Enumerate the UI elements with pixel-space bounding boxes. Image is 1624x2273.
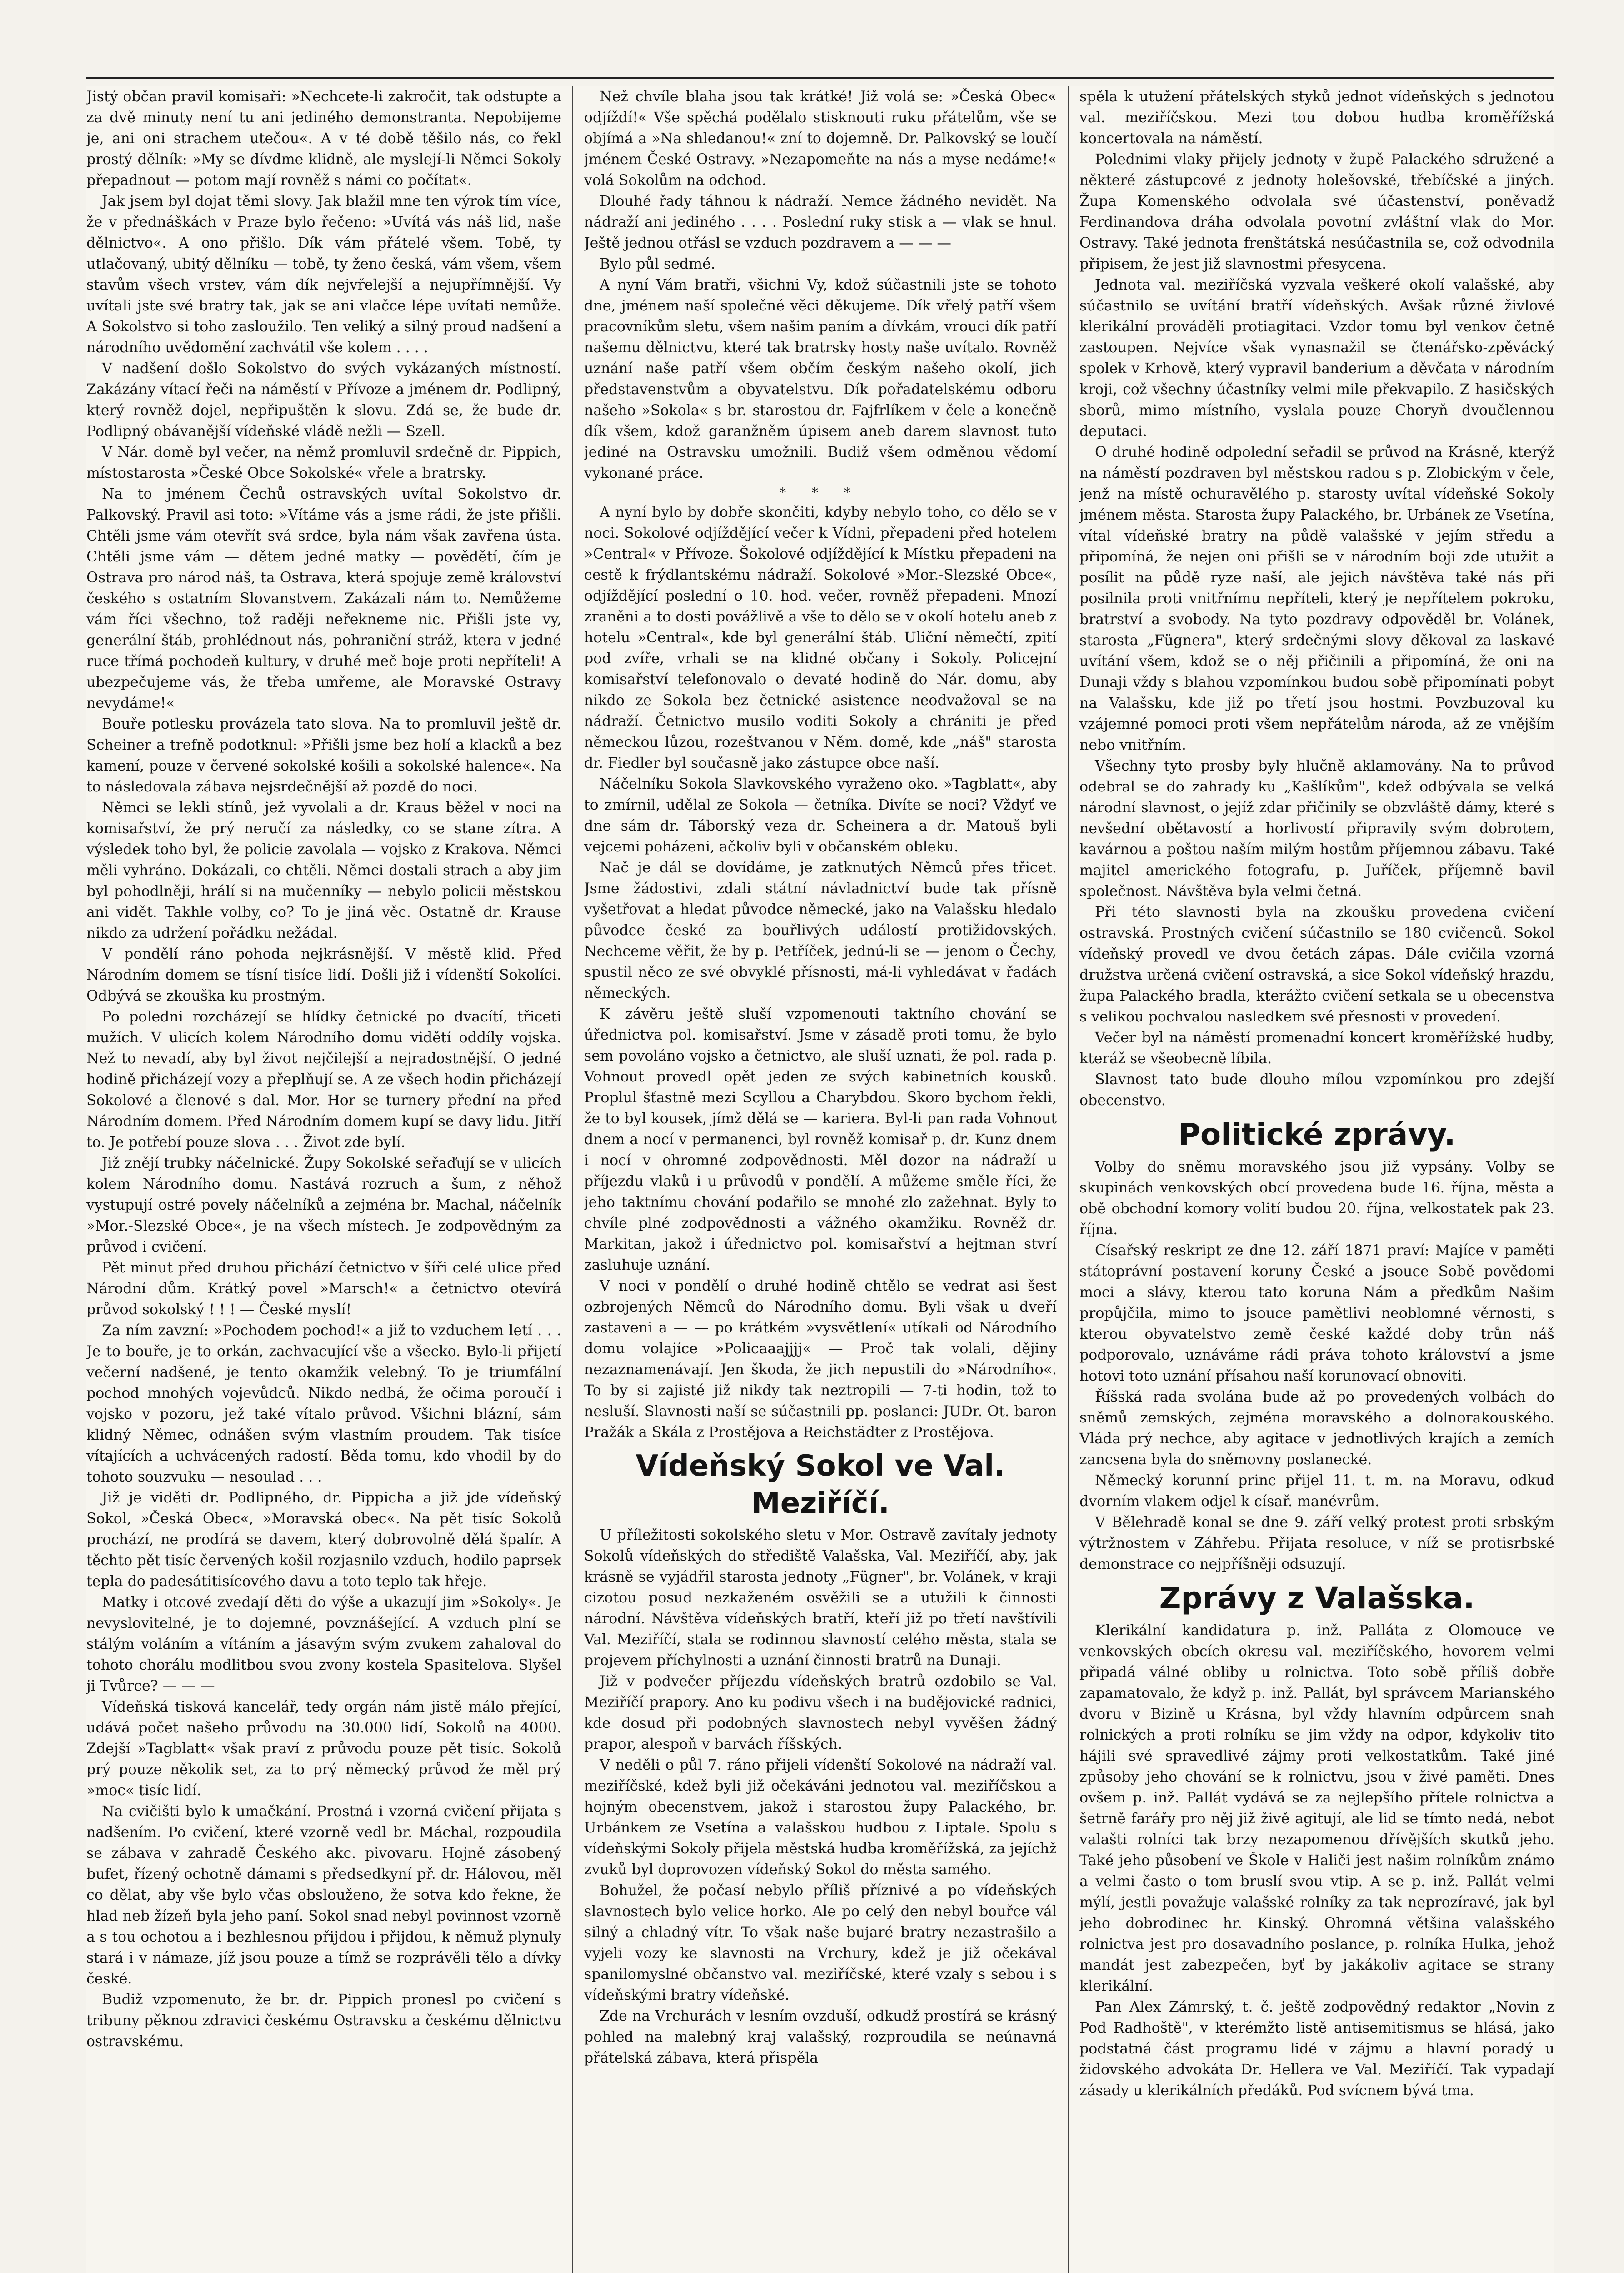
paragraph: Zde na Vrchurách v lesním ovzduší, odkudž prostírá se krásný pohled na malebný kraj valašský, rozproudila se neúnavná přátelská zábava, která přispěla (584, 2008, 1057, 2066)
paragraph: spěla k utužení přátelských styků jednot vídeňských s jednotou val. meziříčskou. Mezi tou dobou hudba kroměřížská koncertovala na náměstí. (1079, 89, 1554, 147)
paragraph: Matky i otcové zvedají děti do výše a ukazují jim »Sokoly«. Je nevyslovitelné, je to dojemné, povznášející. A vzduch plní se stálým voláním a vítáním a jásavým svým zvukem zahaloval do tohoto chorálu modlitbou svou zvony kostela Spasitelova. Slyšel ji Tvůrce? — — — (86, 1594, 561, 1694)
paragraph: V neděli o půl 7. ráno přijeli vídenští Sokolové na nádraží val. meziříčské, kdež byli již očekáváni jednotou val. meziříčskou a hojným obecenstvem, jakož i starostou župy Palackého, br. Urbánkem ze Vsetína a valašskou hudbou z Liptale. Spolu s vídeňskými Sokoly přijela městská hudba kroměřížská, za jejíchž zvuků byl doprovozen vídeňský Sokol do města samého. (584, 1757, 1057, 1878)
paragraph: Vídeňská tisková kancelář, tedy orgán nám jistě málo přející, udává počet našeho průvodu na 30.000 lidí, Sokolů na 4000. Zdejší »Tagblatt« však praví z průvodu pouze pět tisíc. Sokolů prý pouze několik set, za to prý německý průvod že měl prý »moc« tisíc lidí. (86, 1699, 561, 1799)
paragraph: Za ním zavzní: »Pochodem pochod!« a již to vzduchem letí . . . Je to bouře, je to orkán, zachvacující vše a všecko. Bylo-li přijetí večerní nadšené, je tento okamžik velebný. To je triumfální pochod mnohých vojevůdců. Nikdo nedbá, že očima poroučí i vojsko v pozoru, jež také vítalo průvod. Všichni blázní, sám klidný Němec, odnášen svým vlastním proudem. Tak tisíce vítajících a uchvácených radostí. Běda tomu, kdo vhodil by do tohoto souzvuku — nesoulad . . . (86, 1322, 561, 1485)
paragraph: Říšská rada svolána bude až po provedených volbách do sněmů zemských, zejména moravského a dolnorakouského. Vláda prý nechce, aby agitace v jednotlivých krajích a zemích zancsena byla do sněmovny poslanecké. (1079, 1389, 1554, 1468)
paragraph: Na to jménem Čechů ostravských uvítal Sokolstvo dr. Palkovský. Pravil asi toto: »Vítáme vás a jsme rádi, že jste přišli. Chtěli jsme vám otevřít svá srdce, byla nám však zavřena ústa. Chtěli jsme vám — dětem jedné matky — povědětí, čím je Ostrava pro národ náš, ta Ostrava, která spojuje země království českého s ostatním Slovanstvem. Zakázali nám to. Nemůžeme vám říci všechno, tož raději neřekneme nic. Přišli jste vy, generální štáb, prohlédnout nás, pohraniční stráž, ktera v jedné ruce třímá pochodeň kultury, v druhé meč boje proti nepříteli! A ubezpečujeme vás, že třeba umřeme, ale Moravské Ostravy nevydáme!« (86, 486, 561, 711)
paragraph: V noci v pondělí o druhé hodině chtělo se vedrat asi šest ozbrojených Němců do Národního domu. Byli však u dveří zastaveni a — — po krátkém »vysvětlení« utíkali od Národního domu volajíce »Policaaajjjj« — Proč tak volali, dějiny nezaznamenávají. Jen škoda, že jich nepustili do »Národního«. To by si zajisté již nikdy tak neztropili — 7-ti hodin, tož to nesluší. Slavnosti naší se súčastnili pp. poslanci: JUDr. Ot. baron Pražák a Skála z Prostějova a Reichstädter z Prostějova. (584, 1278, 1057, 1441)
paragraph: Pan Alex Zámrský, t. č. ještě zodpovědný redaktor „Novin z Pod Radhoště", v kterémžto listě antisemitismus se hlásá, jako podstatná část programu lidé v zájmu a hlavní poradý u židovského advokáta Dr. Hellera ve Val. Meziříčí. Tak vypadají zásady u klerikálních předáků. Pod svícnem bývá tma. (1079, 1999, 1554, 2099)
column-divider (572, 86, 573, 2273)
paragraph: Bouře potlesku provázela tato slova. Na to promluvil ještě dr. Scheiner a trefně podotknul: »Přišli jsme bez holí a klacků a bez kamení, pouze v červené sokolské košili a sokolské halence«. Na to následovala zábava nejsrdečnější až pozdě do noci. (86, 716, 561, 795)
article-heading-viennese-sokol: Vídeňský Sokol ve Val. Meziříčí. (635, 1449, 1005, 1520)
column-1-body (86, 86, 561, 2052)
newspaper-page (86, 86, 1554, 2273)
paragraph: A nyní Vám bratři, všichni Vy, kdož súčastnili jste se tohoto dne, jménem naší společné věci děkujeme. Dík vřelý patří všem pracovníkům sletu, všem našim paním a dívkám, vrouci dík patří našemu dělnictvu, které tak bratrsky hosty naše uvítalo. Rovněž uznání naše patří všem občím českým našeho okolí, jich představenstvům a obyvatelstvu. Dík pořadatelskému odboru našeho »Sokola« s br. starostou dr. Fajfrlíkem v čele a konečně dík všem, kdož garanžněm úpisem aneb darem slavnost tuto jediné na Ostravsku umožnili. Budiž všem odměnou vědomí vykonané práce. (584, 277, 1057, 481)
paragraph: K závěru ještě sluší vzpomenouti taktního chování se úřednictva pol. komisařství. Jsme v zásadě proti tomu, že bylo sem povoláno vojsko a četnictvo, ale sluší uznati, že pol. rada p. Vohnout provedl opět jeden ze svých kabinetních kousků. Proplul šťastně mezi Scyllou a Charybdou. Skoro bychom řekli, že to byl kousek, jímž dělá se — kariera. Byl-li pan rada Vohnout dnem a nocí v permanenci, byl rovněž komisař p. dr. Kunz dnem i nocí v ohromné zodpovědnosti. Měl dozor na nádraží u příjezdu vlaků i u průvodů v pondělí. A můžeme směle říci, že jeho taktnímu chování podařilo se mnohé zlo zažehnat. Byly to chvíle plné zodpovědnosti a vážného okamžiku. Rovněž dr. Markitan, jakož i úřednictvo pol. komisařství a hejtman stvrí zasluhuje uznání. (584, 1006, 1057, 1273)
paragraph: Nač je dál se dovídáme, je zatknutých Němců přes třicet. Jsme žádostivi, zdali státní návladnictví bude tak přísně vyšetřovat a hledat původce německé, jako na Valašsku hledalo původce české za bouřlivých událostí protižidovských. Nechceme věřit, že by p. Petříček, jednú-li se — jenom o Čechy, spustil něco ze své obvyklé přísnosti, má-li vyhledávat v řadách německých. (584, 860, 1057, 1001)
paragraph: A nyní bylo by dobře skončiti, kdyby nebylo toho, co dělo se v noci. Sokolové odjíždějící večer k Vídni, přepadeni před hotelem »Central« v Přívoze. Šokolové odjíždějící k Místku přepadeni na cestě k frýdlantskému nádraží. Sokolové »Mor.-Slezské Obce«, odjíždějící poslední o 10. hod. večer, rovněž přepadeni. Mnozí zraněni a to dosti povážlivě a vše to dělo se v okolí hotelu aneb z hotelu »Central«, kde byl generální štáb. Uliční němečtí, zpití pod zvíře, vrhali se na klidné občany i Sokoly. Policejní komisařství telefonovalo o devaté hodině do Nár. domu, aby nikdo ze Sokola bez četnické asistence neodvažoval se na nádraží. Četnictvo musilo voditi Sokoly a chrániti je před německou lůzou, rozeštvanou v Něm. domě, kde „náš" starosta dr. Fiedler byl současně jako zástupce obce naší. (584, 504, 1057, 771)
column-2-viennese-sokol-article (584, 1525, 1057, 2068)
paragraph: Pět minut před druhou přichází četnictvo v šíři celé ulice před Národní dům. Krátký povel »Marsch!« a četnictvo otevírá průvod sokolský ! ! ! — České myslí! (86, 1260, 561, 1318)
paragraph: Jistý občan pravil komisaři: »Nechcete-li zakročit, tak odstupte a za dvě minuty není tu ani jediného demonstranta. Nepobijeme je, ani oni strachem utečou«. A v té době těšilo nás, co řekl prostý dělník: »My se dívdme klidně, ale myslejí-li Němci Sokoly přepadnout — potom mají rovněž s námi co počítat«. (86, 89, 561, 189)
column-3-viennese-sokol-continued (1079, 86, 1554, 1111)
paragraph: V Nár. domě byl večer, na němž promluvil srdečně dr. Pippich, místostarosta »České Obce Sokolské« vřele a bratrsky. (86, 444, 561, 481)
column-2-article-end (584, 86, 1057, 484)
paragraph: Císařský reskript ze dne 12. září 1871 praví: Majíce v paměti státoprávní postavení koruny České a jsouce Sobě povědomi moci a slávy, kterou tato koruna Nám a předkům Našim propůjčila, mimo to jsouce pamětlivi neoblomné věrnosti, s kterou obyvatelstvo země české každé doby trůn náš podporovalo, uznáváme rádi práva tohoto království a jsme hotovi toto uznání přísahou naší korunovací obnoviti. (1079, 1242, 1554, 1384)
paragraph: V nadšení došlo Sokolstvo do svých vykázaných místností. Zakázány vítací řeči na náměstí v Přívoze a jménem dr. Podlipný, který rovněž dojel, nepřipuštěn k slovu. Zdá se, že bude dr. Podlipný obávanější vídeňské vládě nežli — Szell. (86, 360, 561, 440)
paragraph: Po poledni rozcházejí se hlídky četnické po dvacítí, třiceti mužích. V ulicích kolem Národního domu vidětí oddíly vojska. Než to nevadí, aby byl život nejčilejší a nejradostnější. O jedné hodině přicházejí vozy a přeplňují se. A ze všech hodin přicházejí Sokolové a členové s dal. Mor. Hor se turnery přední na před Národním domem. Před Národním domem kupí se davy lidu. Jitří to. Je potřebí pouze slova . . . Život zde bylí. (86, 1009, 561, 1151)
paragraph: Němci se lekli stínů, jež vyvolali a dr. Kraus běžel v noci na komisařství, že prý neručí za následky, co se stane zítra. A výsledek toho byl, že policie zavolala — vojsko z Krakova. Němci měli vyhráno. Dokázali, co chtěli. Němci dostali strach a aby jim byl pohodlněji, hrálí si na mučenníky — nebylo policii městskou ani vidět. Takhle volby, co? To je jiná věc. Ostatně dr. Krause nikdo za udržení pořádku nežádal. (86, 800, 561, 941)
column-2-night-report (584, 502, 1057, 1443)
paragraph: Volby do sněmu moravského jsou již vypsány. Volby se skupinách venkovských obcí provedena bude 16. října, města a obě obchodní komory volití budou 20. října, velkostatek pak 23. října. (1079, 1159, 1554, 1238)
paragraph: Již v podvečer příjezdu vídeňských bratrů ozdobilo se Val. Meziříčí prapory. Ano ku podivu všech i na budějovické radnici, kde dosud při podobných slavnostech nebyl vyvěšen žádný prapor, alespoň v barvách říšských. (584, 1673, 1057, 1752)
paragraph: Bylo půl sedmé. (600, 256, 715, 272)
paragraph: V pondělí ráno pohoda nejkrásnější. V městě klid. Před Národním domem se tísní tisíce lidí. Došli již i vídenští Sokolíci. Odbývá se zkouška ku prostným. (86, 946, 561, 1004)
paragraph: Večer byl na náměstí promenadní koncert kroměřížské hudby, kteráž se všeobecně líbila. (1079, 1030, 1554, 1067)
column-3 (1079, 86, 1554, 2273)
section-stars: * * * (780, 485, 861, 500)
paragraph: Bohužel, že počasí nebylo příliš příznivé a po vídeňských slavnostech bylo velice horko. Ale po celý den nebyl bouřce vál silný a chladný vítr. To však naše bujaré bratry nezastrašilo a vyjeli vozy ke slavnosti na Vrchury, kdež je již očekával spanilomyslné občanstvo val. meziříčské, které vzaly s sebou i s vídeňskými bratry vídeňské. (584, 1882, 1057, 2003)
paragraph: Německý korunní princ přijel 11. t. m. na Moravu, odkud dvorním vlakem odjel k císař. manévrům. (1079, 1472, 1554, 1510)
top-rule (86, 77, 1554, 79)
paragraph: Jednota val. meziříčská vyzvala veškeré okolí valašské, aby súčastnilo se uvítání bratří vídeňských. Avšak různé živlové klerikální prováděli protiagitaci. Vzdor tomu byl venkov četně zastoupen. Nejvíce však vynasnažil se čtenářsko-zpěvácký spolek v Krhově, který vypravil banderium a děvčata v národním kroji, což všechny účastníky velmi mile překvapilo. Z hasičských sborů, mimo místního, vyslala pouze Choryň dvoučlennou deputaci. (1079, 277, 1554, 440)
paragraph: Budiž vzpomenuto, že br. dr. Pippich pronesl po cvičení s tribuny pěknou zdravici českému Ostravsku a českému dělnictvu ostravskému. (86, 1992, 561, 2050)
paragraph: Polednimi vlaky přijely jednoty v župě Palackého sdružené a některé zástupcové z jednoty holešovské, třebíčské a jiných. Župa Komenského odvolala své účastenství, poněvadž Ferdinandova dráha odvolala povotní zvláštní vlak do Mor. Ostravy. Také jednota frenštátská nesúčastnila se, což odvodnila připisem, že jest již slavnostmi přesycena. (1079, 151, 1554, 272)
column-2 (584, 86, 1057, 2273)
paragraph: Náčelníku Sokola Slavkovského vyraženo oko. »Tagblatt«, aby to zmírnil, udělal ze Sokola — četníka. Divíte se noci? Vždyť ve dne sám dr. Táborský veza dr. Scheinera a dr. Matouš byli vejcemi poházeni, ačkoliv byli v občanském obleku. (584, 776, 1057, 855)
column-3-political-news (1079, 1157, 1554, 1575)
paragraph: Klerikální kandidatura p. inž. Palláta z Olomouce ve venkovských obcích okresu val. meziříčského, hovorem velmi připadá válné obliby u rolnictva. Toto sobě příliš dobře zapamatovalo, že když p. inž. Pallát, byl správcem Marianského dvoru v Bizině u Krásna, byl vždy hlavním odpůrcem snah rolnických a proti rolníku se jim vždy na odpor, kdykoliv tito hájili své spravedlivé zájmy proti velkostatkům. Také jiné způsoby jeho chování se k rolnictvu, jsou v živé paměti. Dnes ovšem p. inž. Pallát vydává se za nejlepšího přítele rolnictva a šetrně farářy pro něj již živě agitují, ale lid se tímto nedá, nebot valašti rolníci tak brzy nezapomenou dřívějších skutků jeho. Také jeho působení ve Škole v Haliči jest našim rolníkům známo a velmi často o tom bruslí svou vtip. A se p. inž. Pallát velmi mýlí, jestli považuje valašské rolníky za tak neprozíravé, jak byl jeho dobrodinec hr. Kinský. Ohromná většina valašského rolnictva jest pro dosavadního poslance, p. rolníka Hulka, jehož mandát jest zabezpečen, byť by jakákoliv agitace se strany klerikální. (1079, 1622, 1554, 1994)
paragraph: Při této slavnosti byla na zkoušku provedena cvičení ostravská. Prostných cvičení súčastnilo se 180 cvičenců. Sokol vídeňský provedl ve dvou četách zápas. Dále cvičila vzorná družstva určená cvičení ostravská, a sice Sokol vídeňský hrazdu, župa Palackého bradla, kterážto cvičení setkala se u obecenstva s velikou pochvalou nasledkem své přesnosti v provedení. (1079, 904, 1554, 1025)
paragraph: O druhé hodině odpolední seřadil se průvod na Krásně, kterýž na náměstí pozdraven byl městskou radou s p. Zlobickým v čele, jenž na místě ochuravělého p. starosty uvítal vídeňské Sokoly jménem města. Starosta župy Palackého, br. Urbánek ze Vsetína, vítal vídeňské bratry na půdě valašské v jejím středu a připomíná, že nejen oni přišli se v národním boji zde utužit a posílit na půdě ryze naší, ale jejich návštěva také nás při posilnila proti vnitřnímu nepříteli, který je nepřítelem pokroku, bratrství a svobody. Na tyto pozdravy odpověděl br. Volánek, starosta „Fügnera", který srdečnými slovy děkoval za laskavé uvítání všem, kdož se o něj přičinili a připomíná, že oni na Dunaji vždy s blahou vzpomínkou budou sobě připomínati pobyt na Valašsku, kde již po třetí jsou hostmi. Povzbuzoval ku vzájemné pomoci proti všem nepřátelům národa, až ze vnějším nebo vnitřním. (1079, 444, 1554, 753)
paragraph: Již znějí trubky náčelnické. Župy Sokolské seřaďují se v ulicích kolem Národního domu. Nastává rozruch a šum, z něhož vystupují ostré povely náčelníků a zejména br. Machal, náčelník »Mor.-Slezské Obce«, je na všech místech. Je zodpovědným za průvod i cvičení. (86, 1155, 561, 1255)
column-1 (86, 86, 561, 2273)
paragraph: Než chvíle blaha jsou tak krátké! Již volá se: »Česká Obec« odjíždí!« Vše spěchá podělalo stisknouti ruku přátelům, vše se objímá a »Na shledanou!« zní to dojemně. Dr. Palkovský se loučí jménem České Ostravy. »Nezapomeňte na nás a myse nedáme!« volá Sokolům na odchod. (584, 89, 1057, 189)
section-heading-political-news: Politické zprávy. (1178, 1117, 1456, 1152)
paragraph: Jak jsem byl dojat těmi slovy. Jak blažil mne ten výrok tím více, že v přednáškách v Praze bylo řečeno: »Uvítá vás náš lid, naše dělnictvo«. A ono přišlo. Dík vám přátelé všem. Tobě, ty utlačovaný, ubitý dělníku — tobě, ty ženo česká, vám všem, všem stavům všech vrstev, vám dík nejvřelejší a nejupřímnější. Vy uvítali jste své bratry tak, jak se ani vlačce lépe uvítati nemůže. A Sokolstvo si toho zasloužilo. Ten veliký a silný proud nadšení a národního uvědomění zachvátil vše kolem . . . . (86, 193, 561, 356)
paragraph: Všechny tyto prosby byly hlučně aklamovány. Na to průvod odebral se do zahrady ku „Kašlíkům", kdež odbývala se velká národní slavnost, o jejíž zdar přičinily se obzvláště dámy, které s nevšední obětavostí a horlivostí připravily svým dobrotem, kavárnou a poštou naším milým hostům příjemnou zábavu. Také majitel amerického fotografu, p. Juříček, příjemně bavil společnost. Návštěva byla velmi četná. (1079, 758, 1554, 900)
paragraph: Slavnost tato bude dlouho mílou vzpomínkou pro zdejší obecenstvo. (1079, 1071, 1554, 1109)
column-divider (1068, 86, 1069, 2273)
paragraph: Již je viděti dr. Podlipného, dr. Pippicha a již jde vídeňský Sokol, »Česká Obec«, »Moravská obec«. Na pět tisíc Sokolů prochází, ne prodírá se davem, který dobrovolně dělá špalír. A těchto pět tisíc červených košil rozjasnilo vzduch, hodilo paprsek tepla do padesátitisícového davu a toto teplo tak hřeje. (86, 1490, 561, 1590)
paragraph: Na cvičišti bylo k umačkání. Prostná i vzorná cvičení přijata s nadšením. Po cvičení, které vzorně vedl br. Máchal, rozpoudila se zábava v zahradě Českého akc. pivovaru. Hojně zásobený bufet, řízený ochotně dámami s předsedkyní př. dr. Hálovou, měl co dělat, aby vše bylo včas obslouženo, že sotva kdo řekne, že hlad neb žízeň byla jeho paní. Sokol snad nebyl povinnost vzorně a s tou ochotou a i bezhlesnou přijdou i přijdou, k němuž plynuly stará i v námaze, jíž jsou pouze a tímž se rozprávěli tělo a dívky české. (86, 1803, 561, 1987)
paragraph: Dlouhé řady táhnou k nádraží. Nemce žádného nevidět. Na nádraží ani jediného . . . . Poslední ruky stisk a — vlak se hnul. Ještě jednou otřásl se vzduch pozdravem a — — — (584, 193, 1057, 251)
section-heading-wallachia-news: Zprávy z Valašska. (1159, 1581, 1475, 1616)
column-3-wallachia-news (1079, 1620, 1554, 2101)
paragraph: U příležitosti sokolského sletu v Mor. Ostravě zavítaly jednoty Sokolů vídeňských do střediště Valašska, Val. Meziříčí, aby, jak krásně se vyjádřil starosta jednoty „Fügner", br. Volánek, v kraji cizotou posud nezkaženém osvěžili se a utužili k činnosti národní. Návštěva vídeňských bratří, kteří již po třetí navštívili Val. Meziříčí, stala se rodinnou slavností celého města, stala se projevem příchylnosti a uznání činnosti bratrů na Dunaji. (584, 1527, 1057, 1669)
paragraph: V Bělehradě konal se dne 9. září velký protest proti srbským výtržnostem v Záhřebu. Přijata resoluce, v níž se protisrbské demonstrace co nejpříšněji odsuzují. (1079, 1514, 1554, 1572)
